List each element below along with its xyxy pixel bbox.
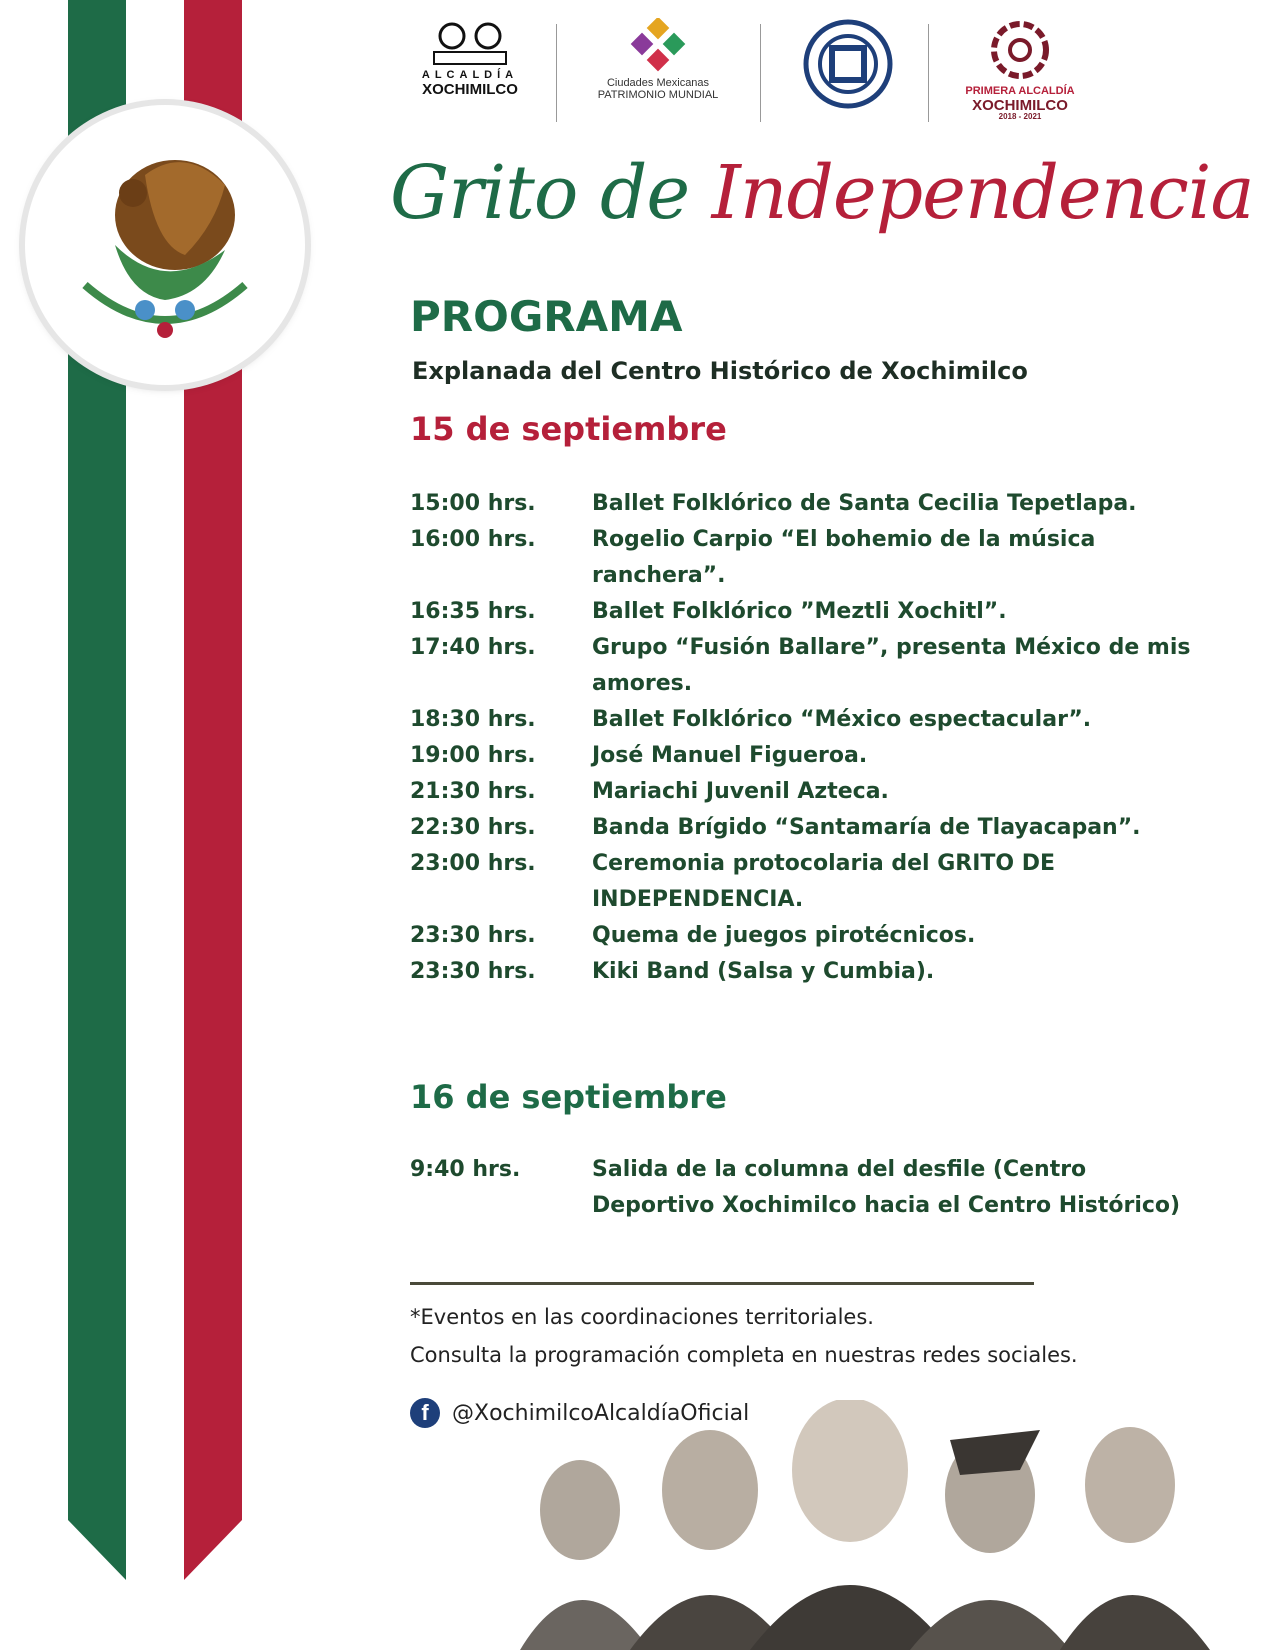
schedule-row: [410, 954, 1210, 990]
day2-date: 16 de septiembre: [410, 1078, 727, 1116]
event-time: 22:30 hrs.: [410, 815, 536, 840]
headline-title: [390, 150, 1254, 236]
event-activity: Kiki Band (Salsa y Cumbia).: [592, 959, 935, 984]
event-time: 17:40 hrs.: [410, 635, 536, 660]
event-time: 15:00 hrs.: [410, 491, 536, 516]
venue-label: Explanada del Centro Histórico de Xochimilco: [412, 357, 1028, 385]
event-time: 21:30 hrs.: [410, 779, 536, 804]
event-time: 23:30 hrs.: [410, 959, 536, 984]
title-independencia: Independencia: [711, 150, 1254, 236]
notes: [410, 1298, 1078, 1374]
event-time: 18:30 hrs.: [410, 707, 536, 732]
event-activity: Banda Brígido “Santamaría de Tlayacapan”.: [592, 815, 1141, 840]
event-time: 19:00 hrs.: [410, 743, 536, 768]
primera-alcaldia-logo: [960, 18, 1080, 128]
event-activity: Ballet Folklórico ”Meztli Xochitl”.: [592, 599, 1007, 624]
event-time: 9:40 hrs.: [410, 1157, 521, 1182]
social-handle[interactable]: @XochimilcoAlcaldíaOficial: [452, 1400, 750, 1426]
schedule-row: [410, 810, 1210, 846]
schedule-row: [410, 774, 1210, 810]
event-activity: Mariachi Juvenil Azteca.: [592, 779, 889, 804]
divider: [556, 24, 557, 122]
event-activity: Quema de juegos pirotécnicos.: [592, 923, 976, 948]
event-activity: José Manuel Figueroa.: [592, 743, 868, 768]
schedule-row: [410, 846, 1210, 918]
schedule-row: [410, 486, 1210, 522]
ciudades-mexicanas-logo: [578, 18, 738, 128]
flower-icon: [988, 18, 1052, 82]
ajolote-icon: [430, 18, 510, 66]
event-time: 23:00 hrs.: [410, 851, 536, 876]
title-grito: Grito de: [390, 150, 712, 236]
schedule-day2: [410, 1152, 1210, 1224]
schedule-row: [410, 702, 1210, 738]
divider-rule: [410, 1282, 1034, 1285]
schedule-row: [410, 738, 1210, 774]
divider: [928, 24, 929, 122]
schedule-row: [410, 918, 1210, 954]
divider: [760, 24, 761, 122]
schedule-row: [410, 630, 1210, 702]
program-heading: PROGRAMA: [410, 292, 683, 341]
world-heritage-logo: [798, 18, 898, 128]
day1-date: 15 de septiembre: [410, 410, 727, 448]
schedule-row: [410, 522, 1210, 594]
schedule-day1: [410, 486, 1210, 990]
schedule-row: [410, 1152, 1210, 1224]
event-activity: Rogelio Carpio “El bohemio de la música ranchera”.: [592, 527, 1096, 588]
event-activity: Ballet Folklórico de Santa Cecilia Tepetlapa.: [592, 491, 1137, 516]
coat-of-arms-emblem: [25, 105, 305, 385]
alcaldia-xochimilco-logo: [420, 18, 520, 128]
event-activity: Salida de la columna del desfile (Centro Deportivo Xochimilco hacia el Centro Histórico): [592, 1157, 1181, 1218]
ciudades-label: Ciudades Mexicanas: [606, 77, 710, 89]
eagle-icon: [25, 105, 305, 385]
event-time: 16:35 hrs.: [410, 599, 536, 624]
primera-label: PRIMERA ALCALDÍA: [965, 85, 1075, 97]
patrimonio-mosaic-icon: [628, 18, 688, 74]
note-line: *Eventos en las coordinaciones territoriales.: [410, 1305, 874, 1329]
patrimonio-label: PATRIMONIO MUNDIAL: [597, 88, 719, 101]
xochimilco-label-2: XOCHIMILCO: [972, 96, 1068, 114]
event-time: 16:00 hrs.: [410, 527, 536, 552]
years-label: 2018 - 2021: [998, 112, 1042, 122]
facebook-icon: f: [410, 1398, 440, 1428]
event-activity: Grupo “Fusión Ballare”, presenta México de mis amores.: [592, 635, 1191, 696]
xochimilco-label: XOCHIMILCO: [422, 80, 518, 98]
note-line: Consulta la programación completa en nuestras redes sociales.: [410, 1343, 1078, 1367]
alcaldia-label: ALCALDÍA: [421, 69, 519, 81]
heroes-portraits-image: [480, 1400, 1275, 1650]
world-heritage-icon: [802, 18, 894, 110]
event-activity: Ceremonia protocolaria del GRITO DE INDEPENDENCIA.: [592, 851, 1056, 912]
event-activity: Ballet Folklórico “México espectacular”.: [592, 707, 1092, 732]
schedule-row: [410, 594, 1210, 630]
event-time: 23:30 hrs.: [410, 923, 536, 948]
logo-bar: [420, 18, 1140, 128]
